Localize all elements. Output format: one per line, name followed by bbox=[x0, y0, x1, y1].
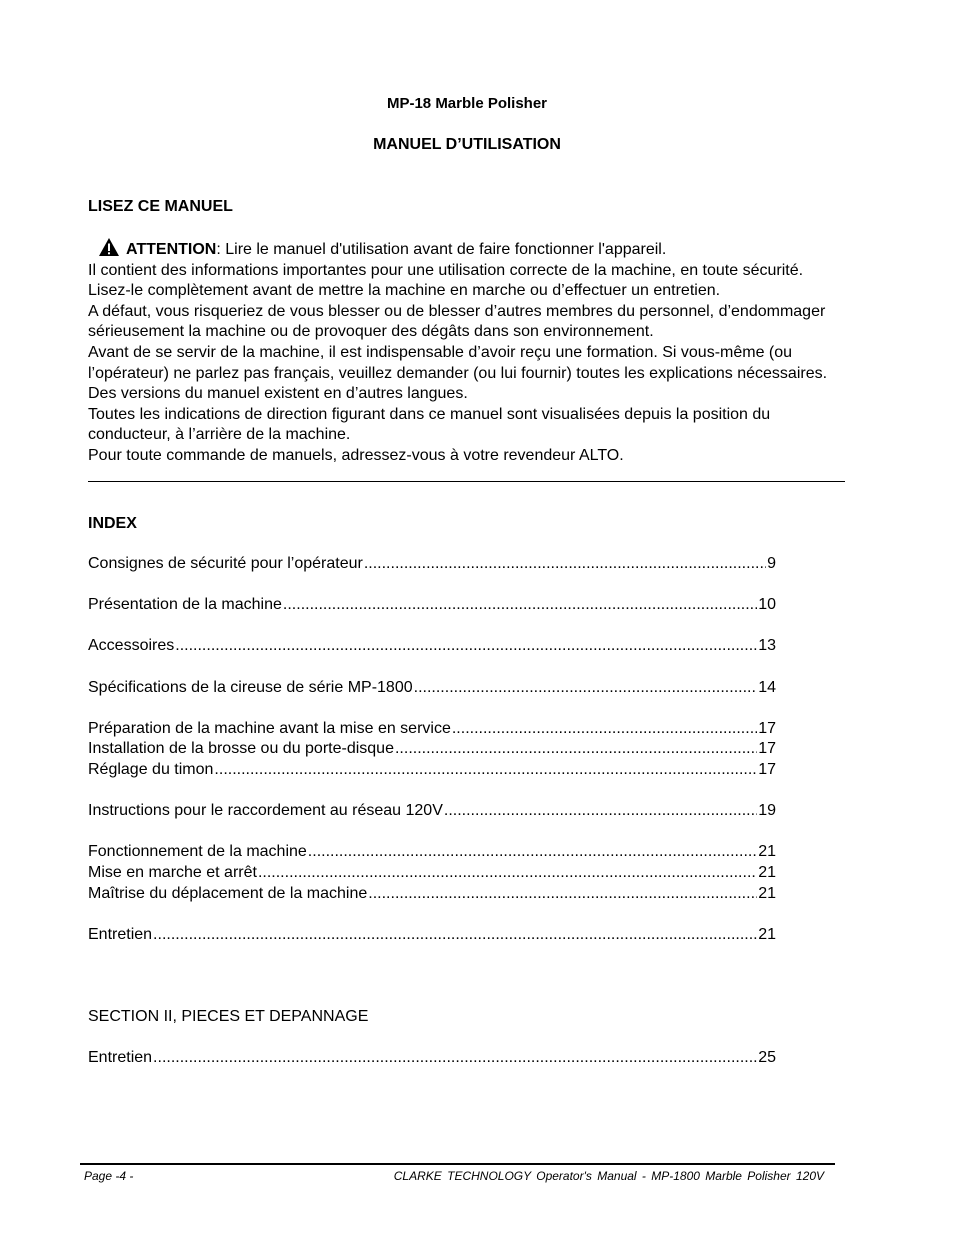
toc-leader bbox=[153, 926, 757, 944]
footer-document-title: CLARKE TECHNOLOGY Operator's Manual - MP-1800 Marble Polisher 120V bbox=[393, 1169, 824, 1183]
attention-text: : Lire le manuel d'utilisation avant de faire fonctionner l'appareil. bbox=[216, 241, 667, 258]
toc-leader bbox=[395, 740, 757, 758]
toc-leader bbox=[283, 596, 757, 614]
toc-entry-title: Accessoires bbox=[88, 637, 175, 655]
toc-entry-page: 9 bbox=[767, 555, 776, 572]
attention-line bbox=[88, 237, 848, 261]
toc-leader bbox=[444, 802, 757, 820]
toc-entry-title: Consignes de sécurité pour l’opérateur bbox=[88, 555, 363, 572]
toc-entry-page: 21 bbox=[758, 925, 776, 943]
manual-title: MANUEL D’UTILISATION bbox=[373, 136, 561, 153]
toc-entry-title: Maîtrise du déplacement de la machine bbox=[88, 884, 368, 902]
toc-entry-title: Réglage du timon bbox=[88, 760, 214, 778]
toc-leader bbox=[258, 864, 757, 882]
toc-entry-title: Fonctionnement de la machine bbox=[88, 843, 307, 861]
toc-entry bbox=[88, 864, 776, 885]
attention-label: ATTENTION bbox=[126, 241, 217, 258]
intro-paragraph: A défaut, vous risqueriez de vous blesser ou de blesser d’autres membres du personnel, d’endommager sérieusement la machine ou de provoquer des dégâts dans son environnement. bbox=[88, 302, 826, 341]
read-manual-body bbox=[88, 237, 848, 467]
toc-entry-page: 19 bbox=[758, 802, 776, 820]
toc-leader bbox=[364, 555, 766, 573]
toc-leader bbox=[414, 679, 758, 697]
toc-entry-title: Entretien bbox=[88, 925, 153, 943]
toc-entry-page: 25 bbox=[758, 1049, 776, 1066]
section-divider bbox=[88, 481, 845, 482]
intro-paragraph: Pour toute commande de manuels, adressez-vous à votre revendeur ALTO. bbox=[88, 446, 624, 464]
toc-entry-title: Présentation de la machine bbox=[88, 596, 282, 614]
toc-entry-title: Entretien bbox=[88, 1049, 153, 1066]
toc-entry-title: Préparation de la machine avant la mise en service bbox=[88, 719, 451, 737]
toc-leader bbox=[175, 637, 757, 655]
toc-entry-page: 13 bbox=[758, 637, 776, 655]
toc-entry bbox=[88, 637, 776, 658]
intro-paragraph: Toutes les indications de direction figurant dans ce manuel sont visualisées depuis la position du conducteur, à l’arrière de la machine. bbox=[88, 405, 771, 444]
footer-rule bbox=[80, 1163, 835, 1165]
toc-entry-title: Spécifications de la cireuse de série MP-1800 bbox=[88, 678, 413, 696]
warning-triangle-icon bbox=[98, 237, 120, 257]
section2-list bbox=[88, 1049, 776, 1070]
toc-entry-page: 21 bbox=[758, 884, 776, 902]
toc-entry-page: 10 bbox=[758, 596, 776, 614]
toc-entry bbox=[88, 802, 776, 823]
toc-entry bbox=[88, 926, 776, 947]
toc-entry bbox=[88, 885, 776, 906]
toc-entry-page: 14 bbox=[758, 678, 776, 696]
toc-entry bbox=[88, 761, 776, 782]
index-list bbox=[88, 555, 776, 946]
toc-entry-title: Mise en marche et arrêt bbox=[88, 863, 257, 881]
toc-entry-page: 17 bbox=[758, 740, 776, 758]
intro-paragraph: Il contient des informations importantes pour une utilisation correcte de la machine, en toute sécurité. Lisez-le complètement avant de mettre la machine en marche ou d’effectuer un entretien. bbox=[88, 261, 804, 300]
read-manual-heading: LISEZ CE MANUEL bbox=[88, 198, 233, 215]
intro-paragraph: Avant de se servir de la machine, il est indispensable d’avoir reçu une formation. Si vous-même (ou l’opérateur) ne parlez pas français, veuillez demander (ou lui fournir) toutes les explications nécessaires. Des versions du manuel existent en d’autres langues. bbox=[88, 343, 828, 403]
toc-entry-title: Instructions pour le raccordement au réseau 120V bbox=[88, 802, 443, 820]
footer-page-number: Page -4 - bbox=[84, 1169, 134, 1183]
toc-leader bbox=[308, 843, 757, 861]
toc-entry bbox=[88, 679, 776, 700]
toc-entry bbox=[88, 843, 776, 864]
toc-entry-page: 17 bbox=[758, 760, 776, 778]
toc-entry-page: 17 bbox=[758, 719, 776, 737]
product-title: MP-18 Marble Polisher bbox=[386, 95, 548, 112]
toc-leader bbox=[368, 885, 757, 903]
toc-entry-page: 21 bbox=[758, 863, 776, 881]
toc-entry-page: 21 bbox=[758, 843, 776, 861]
toc-entry bbox=[88, 1049, 776, 1070]
section2-heading: SECTION II, PIECES ET DEPANNAGE bbox=[88, 1008, 369, 1025]
toc-leader bbox=[153, 1049, 757, 1067]
toc-leader bbox=[452, 720, 757, 738]
toc-entry bbox=[88, 740, 776, 761]
toc-leader bbox=[214, 761, 757, 779]
toc-entry bbox=[88, 596, 776, 617]
toc-entry-title: Installation de la brosse ou du porte-disque bbox=[88, 740, 394, 758]
toc-entry bbox=[88, 555, 776, 576]
toc-entry bbox=[88, 720, 776, 741]
index-heading: INDEX bbox=[88, 515, 137, 532]
